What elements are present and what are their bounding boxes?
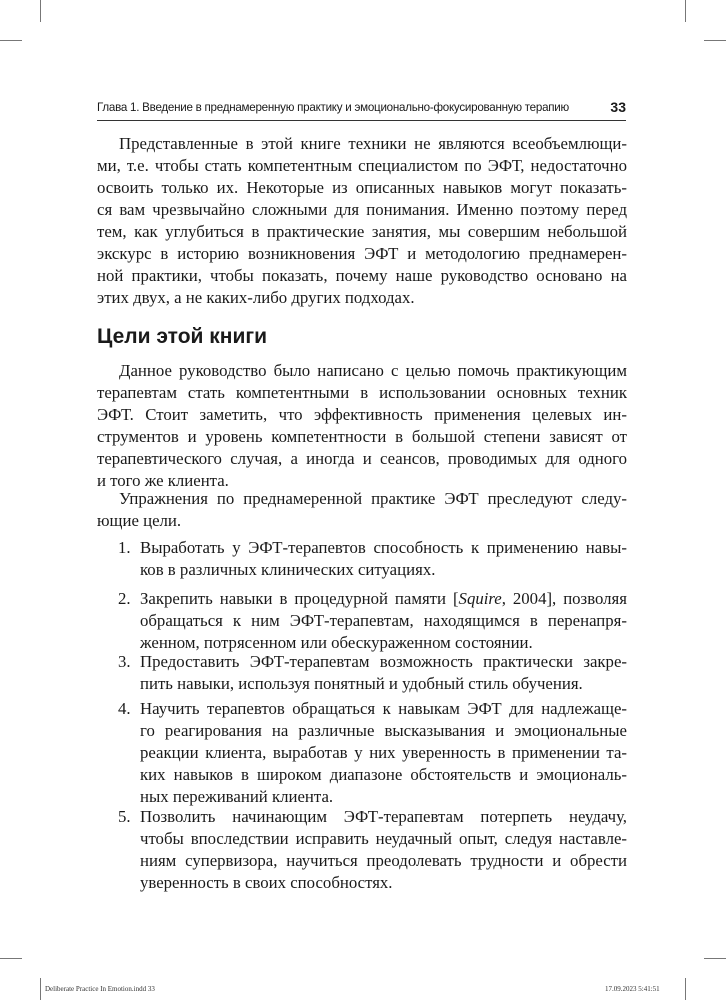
slug-file: Deliberate Practice In Emotion.indd 33 <box>45 985 155 993</box>
section-heading: Цели этой книги <box>97 325 268 348</box>
text-line: ющие цели. <box>97 511 182 530</box>
text-fragment: Закрепить навыки в процедурной памяти [ <box>140 589 459 608</box>
text-line: ЭФТ. Стоит заметить, что эффективность применения целевых ин- <box>97 405 627 424</box>
crop-mark <box>0 40 22 41</box>
text-line: обращаться к ним ЭФТ-терапевтам, находящимся в перенапря- <box>140 611 627 630</box>
text-line: этих двух, а не каких-либо других подходах. <box>97 288 415 307</box>
goal-number: 1. <box>118 538 131 557</box>
text-line: экскурс в историю возникновения ЭФТ и методологию преднамерен- <box>97 244 627 263</box>
goal-number: 4. <box>118 699 131 718</box>
text-line: ков в различных клинических ситуациях. <box>140 560 436 579</box>
page-number: 33 <box>610 99 626 115</box>
text-line: Данное руководство было написано с целью помочь практикующим <box>119 361 627 380</box>
text-line: уверенность в своих способностях. <box>140 873 393 892</box>
text-line: женном, потрясенном или обескураженном состоянии. <box>140 633 533 652</box>
text-fragment: , 2004], позволяя <box>501 589 627 608</box>
text-line: Представленные в этой книге техники не являются всеобъемлющи- <box>119 134 627 153</box>
text-line <box>140 588 627 610</box>
text-line: ниям супервизора, научиться преодолевать трудности и обрести <box>140 851 627 870</box>
text-line: ми, т.е. чтобы стать компетентным специалистом по ЭФТ, недостаточно <box>97 156 627 175</box>
text-line: Упражнения по преднамеренной практике ЭФТ преследуют следу- <box>119 489 627 508</box>
text-line: ной практики, чтобы показать, почему наше руководство основано на <box>97 266 627 285</box>
crop-mark <box>40 978 41 1000</box>
text-line: терапевтам стать компетентными в использовании основных техник <box>97 383 627 402</box>
slug-timestamp: 17.09.2023 5:41:51 <box>605 985 660 993</box>
crop-mark <box>685 0 686 22</box>
text-line: го реагирования на различные высказывания и эмоциональные <box>140 721 627 740</box>
text-line: реакции клиента, выработав у них уверенность в применении та- <box>140 743 627 762</box>
goal-number: 5. <box>118 807 131 826</box>
crop-mark <box>0 958 22 959</box>
goal-number: 3. <box>118 652 131 671</box>
text-line: тем, как углубиться в практические занятия, мы совершим небольшой <box>97 222 627 241</box>
citation-author: Squire <box>458 589 502 608</box>
text-line: струментов и уровень компетентности в большой степени зависят от <box>97 427 627 446</box>
text-line: Позволить начинающим ЭФТ-терапевтам потерпеть неудачу, <box>140 807 627 826</box>
text-line: и того же клиента. <box>97 471 229 490</box>
text-line: Выработать у ЭФТ-терапевтов способность к применению навы- <box>140 538 627 557</box>
text-line: ких навыков в широком диапазоне обстоятельств и эмоциональ- <box>140 765 627 784</box>
text-line: Предоставить ЭФТ-терапевтам возможность практически закре- <box>140 652 627 671</box>
text-line: Научить терапевтов обращаться к навыкам ЭФТ для надлежаще- <box>140 699 627 718</box>
exercises-paragraph <box>97 488 627 532</box>
text-line: освоить только их. Некоторые из описанных навыков могут показать- <box>97 178 627 197</box>
goals-paragraph <box>97 360 627 492</box>
goal-number: 2. <box>118 589 131 608</box>
chapter-title: Глава 1. Введение в преднамеренную практику и эмоционально-фокусированную терапию <box>97 101 569 114</box>
running-header <box>97 98 626 121</box>
crop-mark <box>40 0 41 22</box>
text-line: ся вам чрезвычайно сложными для понимания. Именно поэтому перед <box>97 200 627 219</box>
crop-mark <box>704 40 726 41</box>
text-line: чтобы впоследствии исправить неудачный опыт, следуя наставле- <box>140 829 627 848</box>
crop-mark <box>704 958 726 959</box>
text-line: ных переживаний клиента. <box>140 787 334 806</box>
text-line: пить навыки, используя понятный и удобный стиль обучения. <box>140 674 583 693</box>
text-line: терапевтического случая, а иногда и сеансов, проводимых для одного <box>97 449 627 468</box>
crop-mark <box>685 978 686 1000</box>
intro-paragraph <box>97 133 627 309</box>
